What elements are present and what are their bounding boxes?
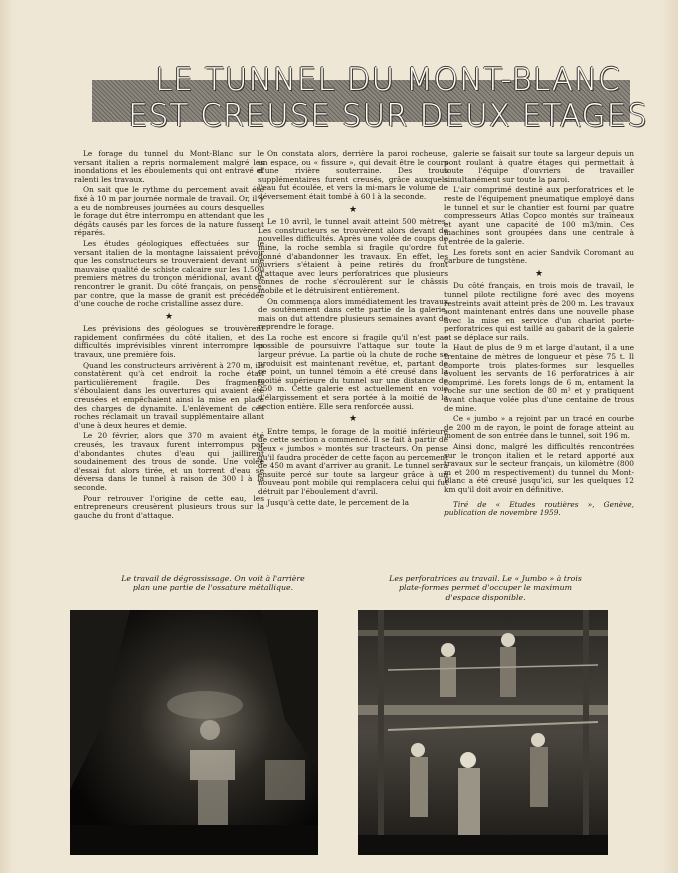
- star-separator: ★: [164, 311, 174, 322]
- title-line-1: LE TUNNEL DU MONT-BLANC: [155, 62, 621, 98]
- paragraph: Ainsi donc, malgré les difficultés rencontrées sur le tronçon italien et le retard apporté aux travaux sur le secteur français, un kilomètre (800 m et 200 m respectivement) du tunnel du Mont-Blanc a été creusé jusqu'ici, sur les quelques 12 km qu'il doit avoir en définitive.: [444, 442, 634, 494]
- photo-caption-right: Les perforatrices au travail. Le « Jumbo » à trois plate-formes permet d'occuper le maximum d'espace disponible.: [389, 574, 582, 602]
- paragraph: La roche est encore si fragile qu'il n'est pas possible de poursuivre l'attaque sur toute la largeur prévue. La partie où la chute de roche se produisit est maintenant revêtue, et, partant de ce point, un tunnel témoin a été creusé dans la moitié supérieure du tunnel sur une distance de 250 m. Cette galerie est actuellement en voie d'élargissement et sera portée à la moitié de la section entière. Elle sera renforcée aussi.: [258, 332, 448, 411]
- drilling-jumbo-photo: [358, 610, 608, 855]
- star-separator: ★: [348, 204, 358, 215]
- star-separator: ★: [348, 414, 358, 425]
- source-note: Tiré de « Etudes routières », Genève, publication de novembre 1959.: [444, 499, 634, 518]
- page-title: [128, 62, 648, 134]
- paragraph: Le forage du tunnel du Mont-Blanc sur le versant italien a repris normalement malgré les inondations et les éboulements qui ont entravé et ralenti les travaux.: [74, 149, 264, 184]
- text-column-2: [258, 150, 448, 509]
- tunnel-excavation-photo: [70, 610, 318, 855]
- paragraph: Le 10 avril, le tunnel avait atteint 500 mètres. Les constructeurs se trouvèrent alors devant de nouvelles difficultés. Après une volée de coups de mine, la roche sembla si fragile qu'ordre fut donné d'abandonner les travaux. En effet, les ouvriers s'étaient à peine retirés du front d'attaque avec leurs perforatrices que plusieurs tonnes de roche s'écroulèrent sur le châssis mobile et le détruisirent entièrement.: [258, 217, 448, 295]
- paragraph: On constata alors, derrière la paroi rocheuse, un espace, ou « fissure », qui devait être le cours d'une rivière souterraine. Des trous supplémentaires furent creusés, grâce auxquels l'eau fut écoulée, et vers la mi-mars le volume de déversement était tombé à 60 l à la seconde.: [258, 149, 448, 201]
- title-line-2: EST CREUSE SUR DEUX ETAGES: [128, 98, 648, 134]
- paragraph: L'air comprimé destiné aux perforatrices et le reste de l'équipement pneumatique employé dans le tunnel et sur le chantier est fourni par quatre compresseurs Atlas Copco montés sur traîneaux et ayant une capacité de 100 m3/min. Ces machines sont groupées dans une centrale à l'entrée de la galerie.: [444, 185, 634, 246]
- paragraph: On sait que le rythme du percement avait été fixé à 10 m par journée normale de travail. Or, il y a eu de nombreuses journées au cours desquelles le forage dut être interrompu en attendant que les dégâts causés par les forces de la nature fussent réparés.: [74, 185, 264, 238]
- text-column-3: [444, 150, 634, 520]
- paragraph: Du côté français, en trois mois de travail, le tunnel pilote rectiligne foré avec des moyens restreints avait atteint près de 200 m. Les travaux sont maintenant entrés dans une nouvelle phase avec la mise en service d'un chariot porte-perforatrices qui est taillé au gabarit de la galerie et se déplace sur rails.: [444, 281, 634, 342]
- paragraph: Les prévisions des géologues se trouvèrent rapidement confirmées du côté italien, et des difficultés imprévisibles vinrent interrompre les travaux, une première fois.: [74, 324, 264, 360]
- paragraph: Quand les constructeurs arrivèrent à 270 m, ils constatèrent qu'à cet endroit la roche était particulièrement fragile. Des fragments s'éboulaient dans les ouvertures qui avaient été creusées et empêchaient ainsi la mise en place des charges de dynamite. L'enlèvement de ces roches réclamait un travail supplémentaire allant d'une à deux heures et demie.: [74, 360, 264, 430]
- paragraph: Le 20 février, alors que 370 m avaient été creusés, les travaux furent interrompus par d'abondantes chutes d'eau qui jaillirent soudainement des trous de sonde. Une volée d'essai fut alors tirée, et un torrent d'eau se déversa dans le tunnel à raison de 300 l à la seconde.: [74, 431, 264, 492]
- paragraph: Pour retrouver l'origine de cette eau, les entrepreneurs creusèrent plusieurs trous sur la gauche du front d'attaque.: [74, 493, 264, 520]
- paragraph: Haut de plus de 9 m et large d'autant, il a une trentaine de mètres de longueur et pèse 75 t. Il comporte trois plates-formes sur lesquelles évoluent les servants de 16 perforatrices à air comprimé. Les forets longs de 6 m, entament la roche sur une section de 80 m² et y pratiquent avant chaque volée plus d'une centaine de trous de mine.: [444, 343, 634, 413]
- paragraph: Ce « jumbo » a rejoint par un tracé en courbe de 200 m de rayon, le point de forage atteint au moment de son entrée dans le tunnel, soit 196 m.: [444, 414, 634, 441]
- paragraph: Les études géologiques effectuées sur le versant italien de la montagne laissaient prévoir que les constructeurs se trouveraient devant une mauvaise qualité de schiste calcaire sur les 1.500 premiers mètres du tronçon méridional, avant de rencontrer le granit. Du côté français, on pense, par contre, que la masse de granit est précédée d'une couche de roche cristalline assez dure.: [74, 238, 264, 309]
- paragraph: Jusqu'à cette date, le percement de la: [267, 497, 410, 507]
- star-separator: ★: [534, 268, 544, 279]
- paragraph: On commença alors immédiatement les travaux de soutènement dans cette partie de la galerie, mais on dut attendre plusieurs semaines avant de reprendre le forage.: [258, 296, 448, 332]
- photo-caption-left: Le travail de dégrossissage. On voit à l'arrière plan une partie de l'ossature métallique.: [121, 574, 305, 593]
- text-column-1: [74, 150, 264, 522]
- paragraph: Les forets sont en acier Sandvik Coromant au carbure de tungstène.: [444, 247, 634, 266]
- paragraph: Entre temps, le forage de la moitié inférieure de cette section a commencé. Il se fait à partir de deux « jumbos » montés sur tracteurs. On pense qu'il faudra procéder de cette façon au percement de 450 m avant d'arriver au granit. Le tunnel sera ensuite percé sur toute sa largeur grâce à un nouveau pont mobile qui remplacera celui qui fut détruit par l'éboulement d'avril.: [258, 426, 448, 496]
- paragraph: galerie se faisait sur toute sa largeur depuis un pont roulant à quatre étages qui permettait à toute l'équipe d'ouvriers de travailler simultanément sur toute la paroi.: [444, 149, 634, 184]
